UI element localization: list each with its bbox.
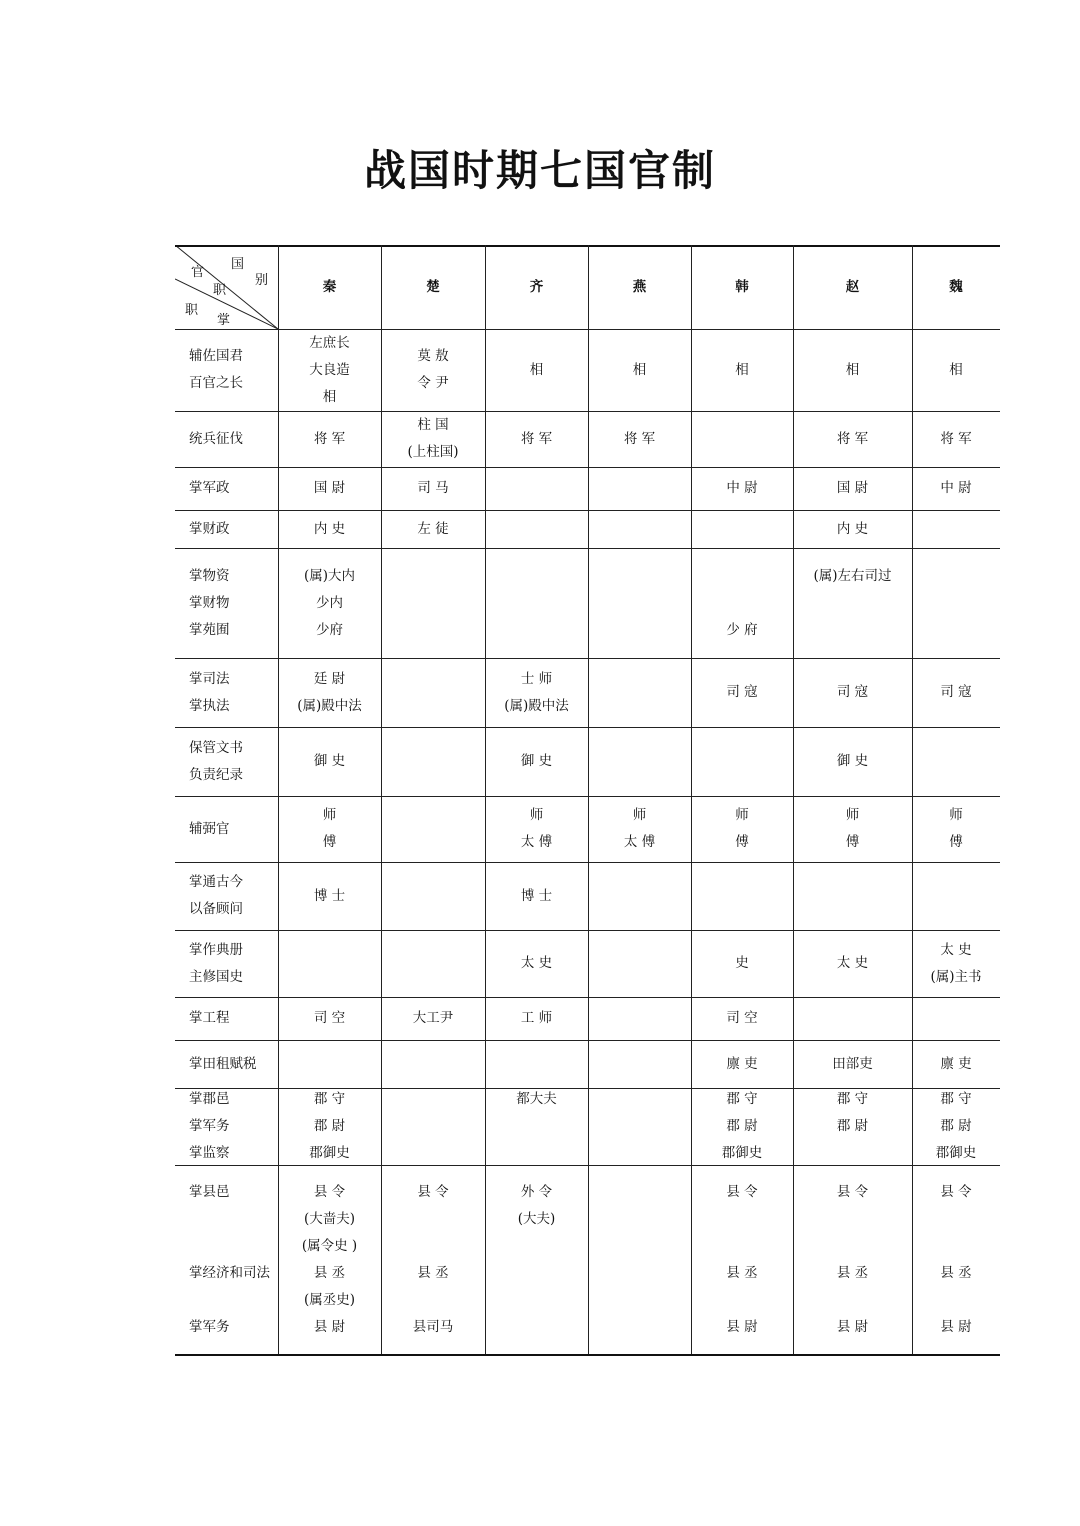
official-cell [912, 467, 1000, 510]
cell-line: 傅 [735, 834, 749, 850]
duty-cell [175, 467, 278, 510]
cell-line: 百官之长 [189, 375, 243, 391]
official-cell [278, 658, 381, 727]
cell-line: 廪 吏 [726, 1055, 758, 1072]
cell-line: 相 [322, 388, 337, 405]
duty-cell [175, 1165, 278, 1354]
cell-line: 外 令 [520, 1183, 553, 1200]
official-cell [381, 1040, 485, 1088]
cell-line: 少内 [316, 594, 343, 611]
official-cell [485, 997, 588, 1040]
cell-line: 将 军 [520, 430, 553, 447]
official-cell [691, 548, 793, 658]
cell-line: 司 空 [726, 1010, 758, 1026]
cell-line: 郡 守 [726, 1091, 758, 1107]
duty-cell [175, 658, 278, 727]
official-cell [793, 658, 912, 727]
state-header-4: 燕 [632, 278, 647, 295]
official-cell [691, 1040, 793, 1088]
cell-line: 内 史 [836, 520, 869, 537]
cell-line: 柱 国 [417, 417, 449, 433]
official-cell [912, 997, 1000, 1040]
cell-line: 郡御史 [935, 1145, 977, 1161]
official-cell [278, 329, 381, 411]
official-cell [588, 329, 691, 411]
official-cell [278, 1165, 381, 1354]
duty-cell [175, 548, 278, 658]
cell-line: 太 史 [836, 955, 869, 971]
cell-line: 统兵征伐 [189, 430, 243, 447]
cell-line: 师 [845, 807, 860, 823]
cell-line: (属令史 ) [301, 1237, 358, 1254]
official-cell [588, 727, 691, 796]
official-cell [485, 411, 588, 467]
official-cell [588, 1165, 691, 1354]
official-cell [793, 1088, 912, 1165]
cell-line: 傅 [949, 834, 963, 850]
official-cell [278, 1088, 381, 1165]
cell-line: 师 [632, 807, 647, 823]
cell-line: 掌经济和司法 [189, 1264, 270, 1281]
official-cell [381, 467, 485, 510]
official-cell [691, 411, 793, 467]
cell-line: 内 史 [313, 520, 346, 537]
cell-line: 御 史 [520, 753, 553, 769]
official-cell [691, 1165, 793, 1354]
official-cell [278, 548, 381, 658]
cell-line: 相 [949, 361, 963, 378]
official-cell [278, 997, 381, 1040]
cell-line: 师 [949, 807, 963, 823]
page-title: 战国时期七国官制 [363, 146, 716, 195]
cell-line: 县 尉 [726, 1318, 758, 1335]
cell-line: 师 [529, 807, 544, 823]
cell-line: 少 府 [726, 621, 758, 638]
cell-line: 掌财政 [189, 520, 230, 537]
cell-line: 傅 [845, 834, 860, 850]
cell-line: 县 尉 [313, 1318, 346, 1335]
official-cell [485, 548, 588, 658]
official-cell [381, 510, 485, 548]
official-cell [691, 329, 793, 411]
official-cell [381, 862, 485, 930]
cell-line: (属)左右司过 [813, 567, 892, 584]
cell-line: 郡 尉 [726, 1118, 758, 1134]
official-cell [381, 411, 485, 467]
cell-line: 史 [735, 955, 749, 971]
cell-line: 廷 尉 [313, 670, 346, 687]
cell-line: 县 令 [417, 1183, 449, 1200]
cell-line: 掌物资 [189, 567, 230, 584]
cell-line: 掌县邑 [189, 1183, 230, 1200]
official-cell [912, 510, 1000, 548]
cell-line: 中 尉 [726, 480, 758, 496]
cell-line: 县 尉 [836, 1318, 869, 1335]
cell-line: (属丞史) [303, 1291, 356, 1308]
officials-table [175, 245, 1000, 1354]
cell-line: 司 空 [313, 1010, 346, 1026]
cell-line: 郡御史 [721, 1145, 763, 1161]
official-cell [485, 467, 588, 510]
cell-line: 左庶长 [309, 334, 350, 351]
cell-line: 县 丞 [836, 1264, 869, 1281]
cell-line: 掌田租赋税 [189, 1055, 257, 1072]
cell-line: 相 [632, 361, 647, 378]
official-cell [691, 658, 793, 727]
official-cell [381, 930, 485, 997]
official-cell [588, 510, 691, 548]
cell-line: 县 丞 [726, 1264, 758, 1281]
official-cell [485, 930, 588, 997]
cell-line: 中 尉 [940, 480, 972, 496]
cell-line: 相 [529, 361, 544, 378]
official-cell [793, 727, 912, 796]
official-cell [278, 467, 381, 510]
cell-line: 工 师 [520, 1010, 553, 1026]
row-rule [175, 1354, 1000, 1356]
official-cell [912, 411, 1000, 467]
official-cell [485, 796, 588, 862]
official-cell [691, 727, 793, 796]
corner-label-zhang: 掌 [217, 313, 231, 328]
official-cell [691, 467, 793, 510]
official-cell [485, 727, 588, 796]
cell-line: 辅佐国君 [189, 348, 243, 364]
official-cell [278, 1040, 381, 1088]
official-cell [793, 510, 912, 548]
corner-label-zhi-b: 职 [185, 303, 199, 318]
cell-line: 博 士 [313, 887, 346, 904]
official-cell [793, 796, 912, 862]
state-header-2: 楚 [426, 278, 440, 295]
duty-cell [175, 329, 278, 411]
official-cell [912, 329, 1000, 411]
official-cell [588, 411, 691, 467]
duty-cell [175, 930, 278, 997]
official-cell [912, 796, 1000, 862]
official-cell [278, 862, 381, 930]
official-cell [485, 862, 588, 930]
official-cell [691, 510, 793, 548]
cell-line: 大良造 [309, 361, 350, 378]
cell-line: 将 军 [940, 430, 972, 447]
corner-label-bie: 别 [255, 273, 269, 288]
cell-line: 县 丞 [313, 1264, 346, 1281]
cell-line: 县 尉 [940, 1318, 972, 1335]
official-cell [691, 930, 793, 997]
cell-line: 博 士 [520, 887, 553, 904]
cell-line: 掌苑囿 [189, 621, 230, 638]
duty-cell [175, 727, 278, 796]
state-header-1: 秦 [322, 278, 337, 295]
cell-line: 相 [845, 361, 860, 378]
cell-line: 掌军政 [189, 480, 230, 496]
cell-line: (大啬夫) [303, 1210, 356, 1227]
cell-line: 掌军务 [189, 1318, 230, 1335]
cell-line: 大工尹 [412, 1010, 454, 1026]
cell-line: (大夫) [517, 1210, 556, 1227]
cell-line: 掌执法 [189, 697, 230, 714]
official-cell [793, 467, 912, 510]
duty-cell [175, 1040, 278, 1088]
duty-cell [175, 796, 278, 862]
official-cell [793, 997, 912, 1040]
cell-line: 都大夫 [516, 1091, 557, 1107]
official-cell [588, 658, 691, 727]
official-cell [691, 997, 793, 1040]
official-cell [381, 1088, 485, 1165]
cell-line: 郡 守 [940, 1091, 972, 1107]
cell-line: 将 军 [836, 430, 869, 447]
official-cell [278, 796, 381, 862]
official-cell [912, 548, 1000, 658]
cell-line: 以备顾问 [189, 901, 243, 917]
official-cell [691, 862, 793, 930]
cell-line: (属)大内 [303, 567, 356, 584]
official-cell [485, 1165, 588, 1354]
cell-line: 将 军 [623, 430, 656, 447]
cell-line: 县司马 [412, 1318, 454, 1335]
official-cell [588, 930, 691, 997]
cell-line: 师 [735, 807, 749, 823]
official-cell [793, 1040, 912, 1088]
cell-line: 掌军务 [189, 1118, 230, 1134]
official-cell [588, 862, 691, 930]
official-cell [278, 930, 381, 997]
cell-line: 士 师 [520, 670, 553, 687]
cell-line: 国 尉 [836, 480, 869, 496]
cell-line: 郡 尉 [940, 1118, 972, 1134]
cell-line: 司 马 [417, 480, 449, 496]
corner-label-guan: 官 [191, 265, 205, 280]
cell-line: 少府 [316, 621, 343, 638]
cell-line: (上柱国) [407, 444, 459, 460]
official-cell [912, 727, 1000, 796]
cell-line: 田部吏 [832, 1055, 873, 1072]
official-cell [381, 796, 485, 862]
official-cell [278, 411, 381, 467]
official-cell [278, 510, 381, 548]
cell-line: 傅 [322, 834, 337, 850]
cell-line: 县 令 [313, 1183, 346, 1200]
official-cell [381, 658, 485, 727]
official-cell [485, 1040, 588, 1088]
official-cell [691, 1088, 793, 1165]
corner-label-zhi-a: 职 [213, 283, 227, 298]
cell-line: 太 史 [940, 941, 972, 958]
cell-line: (属)殿中法 [297, 697, 362, 714]
cell-line: 掌通古今 [189, 874, 243, 890]
state-header-6: 赵 [845, 278, 860, 295]
official-cell [485, 658, 588, 727]
cell-line: 郡 尉 [836, 1118, 869, 1134]
cell-line: 掌作典册 [189, 941, 243, 958]
cell-line: 御 史 [313, 753, 346, 769]
cell-line: (属)殿中法 [504, 697, 569, 714]
cell-line: 太 傅 [520, 834, 553, 850]
official-cell [381, 727, 485, 796]
state-header-3: 齐 [529, 278, 544, 295]
cell-line: 县 丞 [940, 1264, 972, 1281]
cell-line: 太 傅 [623, 834, 656, 850]
cell-line: 莫 敖 [417, 348, 449, 364]
official-cell [485, 510, 588, 548]
official-cell [381, 329, 485, 411]
official-cell [588, 467, 691, 510]
cell-line: 国 尉 [313, 480, 346, 496]
cell-line: 县 令 [836, 1183, 869, 1200]
official-cell [912, 1040, 1000, 1088]
duty-cell [175, 1088, 278, 1165]
cell-line: 廪 吏 [940, 1055, 972, 1072]
cell-line: 司 寇 [726, 684, 758, 700]
cell-line: 将 军 [313, 430, 346, 447]
official-cell [912, 1088, 1000, 1165]
cell-line: 县 令 [726, 1183, 758, 1200]
corner-header-cell [175, 245, 278, 329]
cell-line: 县 丞 [417, 1264, 449, 1281]
official-cell [912, 1165, 1000, 1354]
official-cell [485, 329, 588, 411]
cell-line: 掌财物 [189, 594, 230, 611]
official-cell [588, 1088, 691, 1165]
cell-line: 掌工程 [189, 1010, 230, 1026]
official-cell [381, 548, 485, 658]
state-header-5: 韩 [735, 278, 749, 295]
official-cell [793, 411, 912, 467]
official-cell [912, 862, 1000, 930]
official-cell [588, 1040, 691, 1088]
cell-line: 御 史 [836, 753, 869, 769]
official-cell [381, 1165, 485, 1354]
official-cell [912, 930, 1000, 997]
cell-line: 负责纪录 [189, 766, 243, 783]
cell-line: 县 令 [940, 1183, 972, 1200]
cell-line: 主修国史 [189, 968, 243, 985]
official-cell [691, 796, 793, 862]
cell-line: (属)主书 [930, 968, 982, 985]
cell-line: 辅弼官 [189, 820, 230, 837]
duty-cell [175, 510, 278, 548]
official-cell [381, 997, 485, 1040]
cell-line: 太 史 [520, 955, 553, 971]
cell-line: 相 [735, 361, 749, 378]
cell-line: 掌郡邑 [189, 1091, 230, 1107]
official-cell [485, 1088, 588, 1165]
cell-line: 师 [322, 807, 337, 823]
official-cell [793, 930, 912, 997]
cell-line: 司 寇 [836, 684, 869, 700]
cell-line: 左 徒 [417, 520, 449, 537]
cell-line: 令 尹 [417, 375, 449, 391]
official-cell [588, 796, 691, 862]
official-cell [588, 997, 691, 1040]
official-cell [793, 862, 912, 930]
official-cell [912, 658, 1000, 727]
official-cell [793, 1165, 912, 1354]
cell-line: 司 寇 [940, 684, 972, 700]
official-cell [278, 727, 381, 796]
cell-line: 郡 尉 [313, 1118, 346, 1134]
cell-line: 保管文书 [189, 739, 243, 756]
official-cell [793, 329, 912, 411]
cell-line: 郡御史 [309, 1145, 350, 1161]
duty-cell [175, 997, 278, 1040]
cell-line: 掌司法 [189, 670, 230, 687]
official-cell [588, 548, 691, 658]
cell-line: 郡 守 [836, 1091, 869, 1107]
corner-label-guo: 国 [231, 257, 245, 272]
duty-cell [175, 411, 278, 467]
official-cell [793, 548, 912, 658]
cell-line: 掌监察 [189, 1145, 230, 1161]
state-header-7: 魏 [949, 278, 963, 295]
cell-line: 郡 守 [313, 1091, 346, 1107]
duty-cell [175, 862, 278, 930]
